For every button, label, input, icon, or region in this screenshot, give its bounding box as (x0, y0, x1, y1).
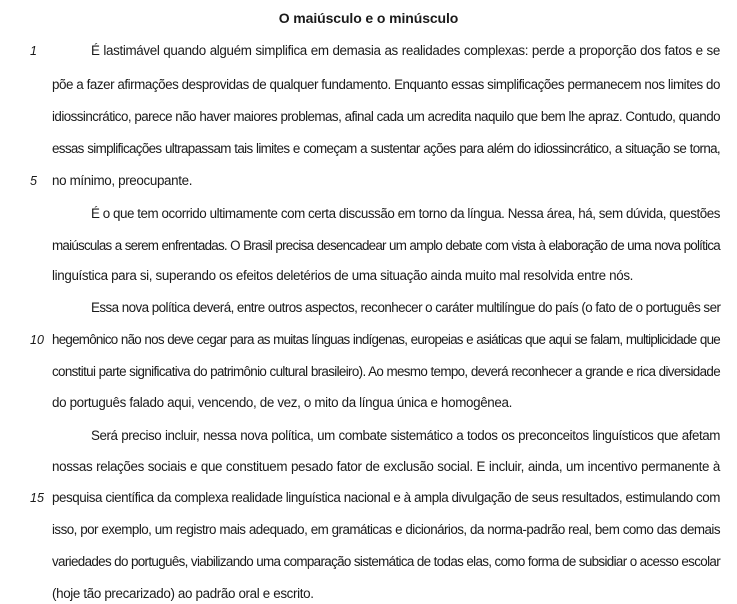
document-title: O maiúsculo e o minúsculo (278, 10, 459, 26)
line-number-5: 5 (30, 174, 37, 188)
text-line: variedades do português, viabilizando uma comparação sistemática de todas elas, como forma de subsidiar o acesso escolar (52, 554, 720, 569)
text-line: do português falado aqui, vencendo, de vez, o mito da língua única e homogênea. (52, 395, 512, 410)
text-line: linguística para si, superando os efeitos deletérios de uma situação ainda muito mal resolvida entre nós. (52, 268, 634, 283)
text-line: nossas relações sociais e que constituem pesado fator de exclusão social. E incluir, ainda, um incentivo permanente à (52, 459, 720, 474)
text-line: maiúsculas a serem enfrentadas. O Brasil precisa desencadear um amplo debate com vista à elaboração de uma nova política (52, 238, 720, 253)
text-line: põe a fazer afirmações desprovidas de qualquer fundamento. Enquanto essas simplificações permanecem nos limites do (52, 77, 720, 92)
text-line: É lastimável quando alguém simplifica em demasia as realidades complexas: perde a proporção dos fatos e se (91, 43, 720, 58)
text-line: Essa nova política deverá, entre outros aspectos, reconhecer o caráter multilíngue do país (o fato de o português ser (91, 300, 721, 315)
text-line: É o que tem ocorrido ultimamente com certa discussão em torno da língua. Nessa área, há, sem dúvida, questões (91, 206, 721, 221)
text-line: (hoje tão precarizado) ao padrão oral e escrito. (52, 586, 314, 601)
text-line: isso, por exemplo, um registro mais adequado, em gramáticas e dicionários, da norma-padrão real, bem como das demais (52, 522, 720, 537)
line-number-1: 1 (30, 44, 37, 58)
text-line: no mínimo, preocupante. (52, 173, 193, 188)
line-number-15: 15 (30, 491, 44, 505)
text-line: Será preciso incluir, nessa nova política, um combate sistemático a todos os preconceitos linguísticos que afetam (91, 428, 720, 443)
text-line: constitui parte significativa do patrimônio cultural brasileiro). Ao mesmo tempo, deverá reconhecer a grande e rica diversidade (52, 364, 720, 379)
line-number-10: 10 (30, 333, 44, 347)
text-line: pesquisa científica da complexa realidade linguística nacional e à ampla divulgação de seus resultados, estimulando com (52, 490, 720, 505)
text-line: essas simplificações ultrapassam tais limites e começam a sustentar ações para além do idiossincrático, a situação se torna, (52, 141, 720, 156)
text-line: idiossincrático, parece não haver maiores problemas, afinal cada um acredita naquilo que bem lhe apraz. Contudo, quando (52, 109, 720, 124)
text-line: hegemônico não nos deve cegar para as muitas línguas indígenas, europeias e asiáticas que aqui se falam, multiplicidade que (52, 332, 720, 347)
